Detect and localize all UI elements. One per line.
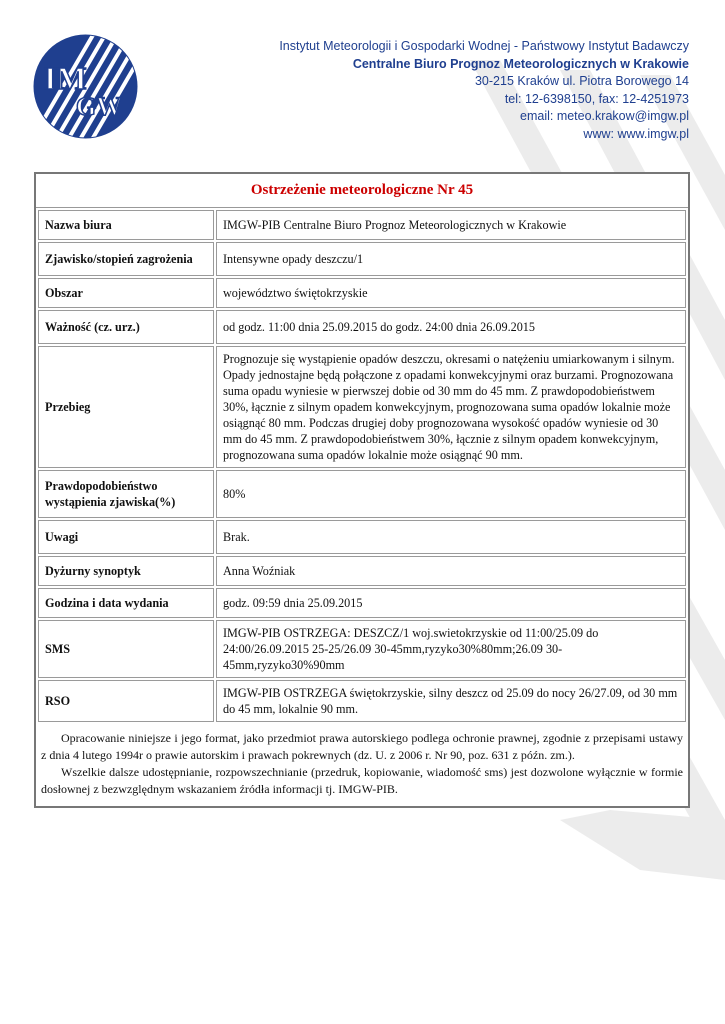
- institute-name: Instytut Meteorologii i Gospodarki Wodnej - Państwowy Instytut Badawczy: [279, 39, 689, 53]
- office-name: Centralne Biuro Prognoz Meteorologicznych w Krakowie: [352, 56, 689, 71]
- row-value: 80%: [216, 470, 686, 518]
- table-row: [38, 588, 686, 618]
- warning-title: Ostrzeżenie meteorologiczne Nr 45: [36, 174, 688, 208]
- table-row: [38, 556, 686, 586]
- row-label: Godzina i data wydania: [38, 588, 214, 618]
- institute-header: [279, 38, 689, 144]
- table-row: [38, 346, 686, 468]
- warning-document: [34, 172, 690, 808]
- table-row: [38, 242, 686, 276]
- table-row: [38, 680, 686, 722]
- row-label: Obszar: [38, 278, 214, 308]
- office-website[interactable]: www: www.imgw.pl: [583, 126, 689, 141]
- table-row: [38, 620, 686, 678]
- row-label: SMS: [38, 620, 214, 678]
- table-row: [38, 520, 686, 554]
- warning-table: [36, 208, 688, 724]
- row-label: Nazwa biura: [38, 210, 214, 240]
- copyright-paragraph: Opracowanie niniejsze i jego format, jako przedmiot prawa autorskiego podlega ochronie prawnej, zgodnie z przepisami ustawy z dnia 4 lutego 1994r o prawie autorskim i prawach pokrewnych (dz. U. z 2006 r. Nr 90, poz. 631 z późn. zm.).: [41, 731, 683, 762]
- table-row: [38, 278, 686, 308]
- table-row: [38, 310, 686, 344]
- row-label: Uwagi: [38, 520, 214, 554]
- row-value: IMGW-PIB Centralne Biuro Prognoz Meteorologicznych w Krakowie: [216, 210, 686, 240]
- row-label: Prawdopodobieństwo wystąpienia zjawiska(%): [38, 470, 214, 518]
- row-value: IMGW-PIB OSTRZEGA: DESZCZ/1 woj.swietokrzyskie od 11:00/25.09 do 24:00/26.09.2015 25-25/26.09 30-45mm,ryzyko30%80mm;26.09 30-45mm,ryzyko30%90mm: [216, 620, 686, 678]
- imgw-logo: [32, 33, 139, 140]
- logo-text-bottom: GW: [76, 92, 123, 121]
- table-row: [38, 210, 686, 240]
- row-value: od godz. 11:00 dnia 25.09.2015 do godz. 24:00 dnia 26.09.2015: [216, 310, 686, 344]
- row-value: godz. 09:59 dnia 25.09.2015: [216, 588, 686, 618]
- logo-text-top: IM: [44, 60, 87, 96]
- row-label: Ważność (cz. urz.): [38, 310, 214, 344]
- office-address: 30-215 Kraków ul. Piotra Borowego 14: [474, 74, 689, 89]
- row-value: Anna Woźniak: [216, 556, 686, 586]
- row-label: Dyżurny synoptyk: [38, 556, 214, 586]
- row-value: Intensywne opady deszczu/1: [216, 242, 686, 276]
- row-label: Przebieg: [38, 346, 214, 468]
- row-value: województwo świętokrzyskie: [216, 278, 686, 308]
- office-email[interactable]: email: meteo.krakow@imgw.pl: [520, 109, 689, 124]
- distribution-paragraph: Wszelkie dalsze udostępnianie, rozpowszechnianie (przedruk, kopiowanie, wiadomość sms) jest dozwolone wyłącznie w formie dosłownej z bezwzględnym wskazaniem źródła informacji tj. IMGW-PIB.: [41, 765, 683, 796]
- row-value: IMGW-PIB OSTRZEGA świętokrzyskie, silny deszcz od 25.09 do nocy 26/27.09, od 30 mm do 45 mm, lokalnie 90 mm.: [216, 680, 686, 722]
- office-phone: tel: 12-6398150, fax: 12-4251973: [504, 91, 689, 106]
- copyright-notice: [36, 724, 688, 806]
- row-label: Zjawisko/stopień zagrożenia: [38, 242, 214, 276]
- row-value: Prognozuje się wystąpienie opadów deszczu, okresami o natężeniu umiarkowanym i silnym. Opady jednostajne będą połączone z opadami konwekcyjnymi oraz burzami. Prognozowana suma opadu wyniesie w pierwszej dobie od 30 mm do 45 mm. Z prawdopodobieństwem 30%, łącznie z silnym opadem konwekcyjnym, prognozowana suma opadów lokalnie może osiągnąć 80 mm. Podczas drugiej doby prognozowana wysokość opadów wyniesie od 30 mm do 45 mm. Z prawdopodobieństwem 30%, łącznie z silnym opadem konwekcyjnym, prognozowana suma opadów lokalnie może osiągnąć 90 mm.: [216, 346, 686, 468]
- table-row: [38, 470, 686, 518]
- row-label: RSO: [38, 680, 214, 722]
- row-value: Brak.: [216, 520, 686, 554]
